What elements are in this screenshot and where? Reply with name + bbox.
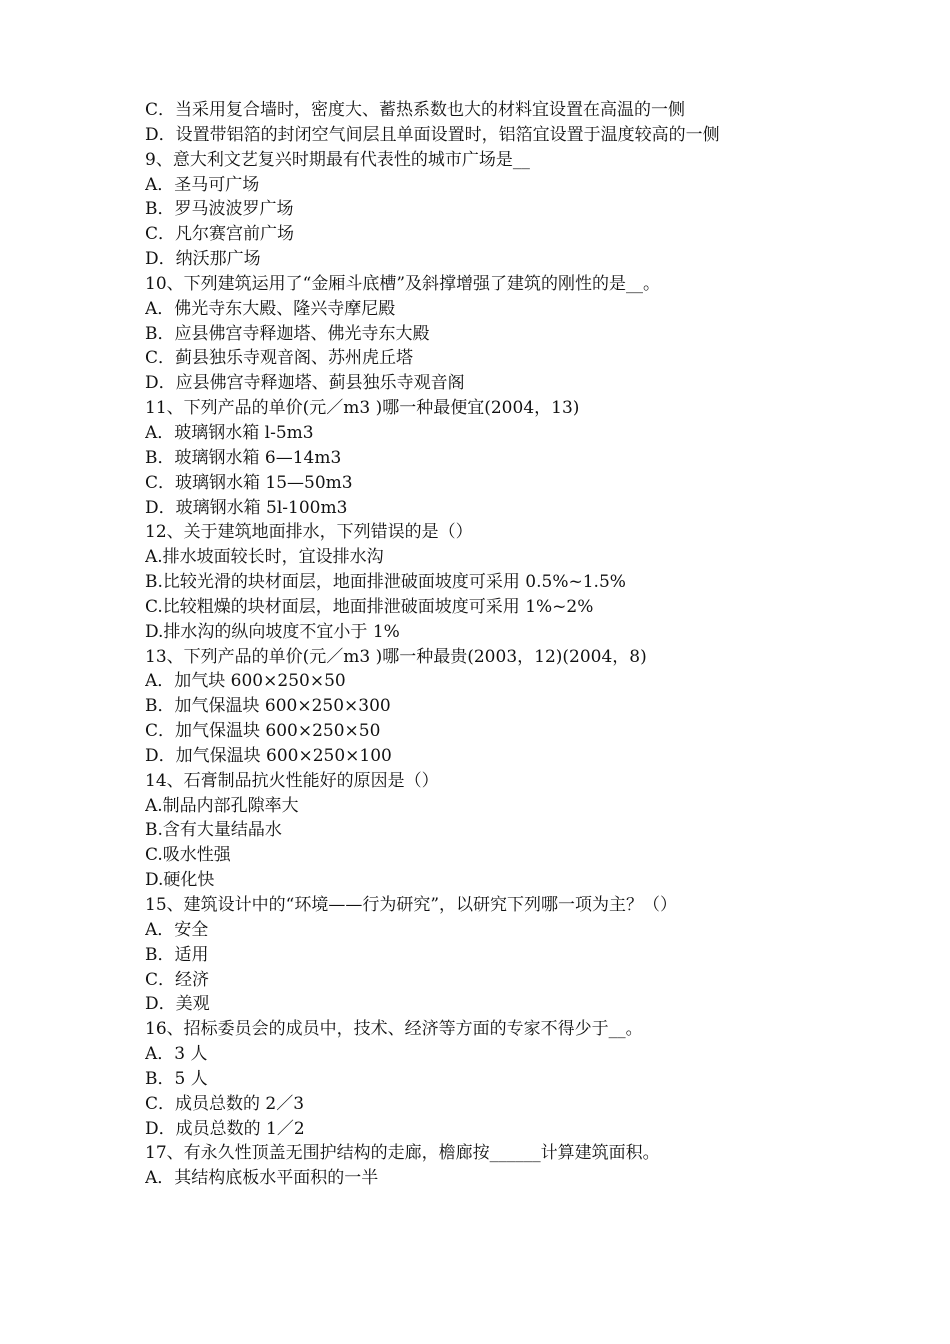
text-line: D．纳沃那广场 bbox=[145, 249, 261, 270]
text-line: 11、下列产品的单价(元／m3 )哪一种最便宜(2004，13) bbox=[145, 398, 580, 419]
text-line: A．3 人 bbox=[145, 1044, 208, 1065]
text-line: A．加气块 600×250×50 bbox=[145, 671, 346, 692]
text-line: D.排水沟的纵向坡度不宜小于 1% bbox=[145, 621, 400, 642]
text-line: B．应县佛宫寺释迦塔、佛光寺东大殿 bbox=[145, 323, 430, 344]
text-line: A.制品内部孔隙率大 bbox=[145, 795, 299, 816]
text-line: 14、石膏制品抗火性能好的原因是（） bbox=[145, 770, 439, 791]
text-line: B.比较光滑的块材面层，地面排泄破面坡度可采用 0.5%~1.5% bbox=[145, 572, 626, 593]
text-line: A.排水坡面较长时，宜设排水沟 bbox=[145, 547, 384, 568]
text-line: A．玻璃钢水箱 l-5m3 bbox=[145, 422, 314, 443]
text-line: B．5 人 bbox=[145, 1068, 208, 1089]
text-line: D．设置带铝箔的封闭空气间层且单面设置时，铝箔宜设置于温度较高的一侧 bbox=[145, 124, 720, 145]
text-line: C.吸水性强 bbox=[145, 845, 231, 866]
text-line: C.比较粗燥的块材面层，地面排泄破面坡度可采用 1%~2% bbox=[145, 596, 594, 617]
text-line: A．其结构底板水平面积的一半 bbox=[145, 1168, 379, 1189]
text-line: C．经济 bbox=[145, 969, 210, 990]
text-line: C．成员总数的 2／3 bbox=[145, 1093, 305, 1114]
text-line: D.硬化快 bbox=[145, 870, 215, 891]
text-line: B.含有大量结晶水 bbox=[145, 820, 282, 841]
text-line: C．玻璃钢水箱 15—50m3 bbox=[145, 472, 353, 493]
text-line: C．蓟县独乐寺观音阁、苏州虎丘塔 bbox=[145, 348, 414, 369]
text-line: B．罗马波波罗广场 bbox=[145, 199, 294, 220]
text-line: A．佛光寺东大殿、隆兴寺摩尼殿 bbox=[145, 298, 396, 319]
text-line: B．加气保温块 600×250×300 bbox=[145, 696, 391, 717]
text-line: 17、有永久性顶盖无围护结构的走廊，檐廊按______计算建筑面积。 bbox=[145, 1143, 660, 1164]
text-line: C．加气保温块 600×250×50 bbox=[145, 721, 381, 742]
text-line: D．玻璃钢水箱 5l-100m3 bbox=[145, 497, 348, 518]
text-line: D．美观 bbox=[145, 994, 210, 1015]
text-line: 13、下列产品的单价(元／m3 )哪一种最贵(2003，12)(2004，8) bbox=[145, 646, 647, 667]
text-line: 12、关于建筑地面排水，下列错误的是（） bbox=[145, 522, 473, 543]
text-line: 16、招标委员会的成员中，技术、经济等方面的专家不得少于__。 bbox=[145, 1019, 643, 1040]
text-line: A．安全 bbox=[145, 919, 209, 940]
text-line: 9、意大利文艺复兴时期最有代表性的城市广场是__ bbox=[145, 149, 530, 170]
text-line: D．成员总数的 1／2 bbox=[145, 1118, 305, 1139]
text-line: B．玻璃钢水箱 6—14m3 bbox=[145, 447, 342, 468]
text-line: D．加气保温块 600×250×100 bbox=[145, 745, 392, 766]
text-line: B．适用 bbox=[145, 944, 209, 965]
text-line: C．凡尔赛宫前广场 bbox=[145, 224, 295, 245]
text-line: 15、建筑设计中的“环境——行为研究”，以研究下列哪一项为主？（） bbox=[145, 895, 678, 915]
text-line: D．应县佛宫寺释迦塔、蓟县独乐寺观音阁 bbox=[145, 373, 465, 394]
text-line: A．圣马可广场 bbox=[145, 174, 260, 195]
text-line: C．当采用复合墙时，密度大、蓄热系数也大的材料宜设置在高温的一侧 bbox=[145, 100, 686, 120]
document-page bbox=[145, 98, 865, 1191]
text-line: 10、下列建筑运用了“金厢斗底槽”及斜撑增强了建筑的刚性的是__。 bbox=[145, 273, 661, 294]
